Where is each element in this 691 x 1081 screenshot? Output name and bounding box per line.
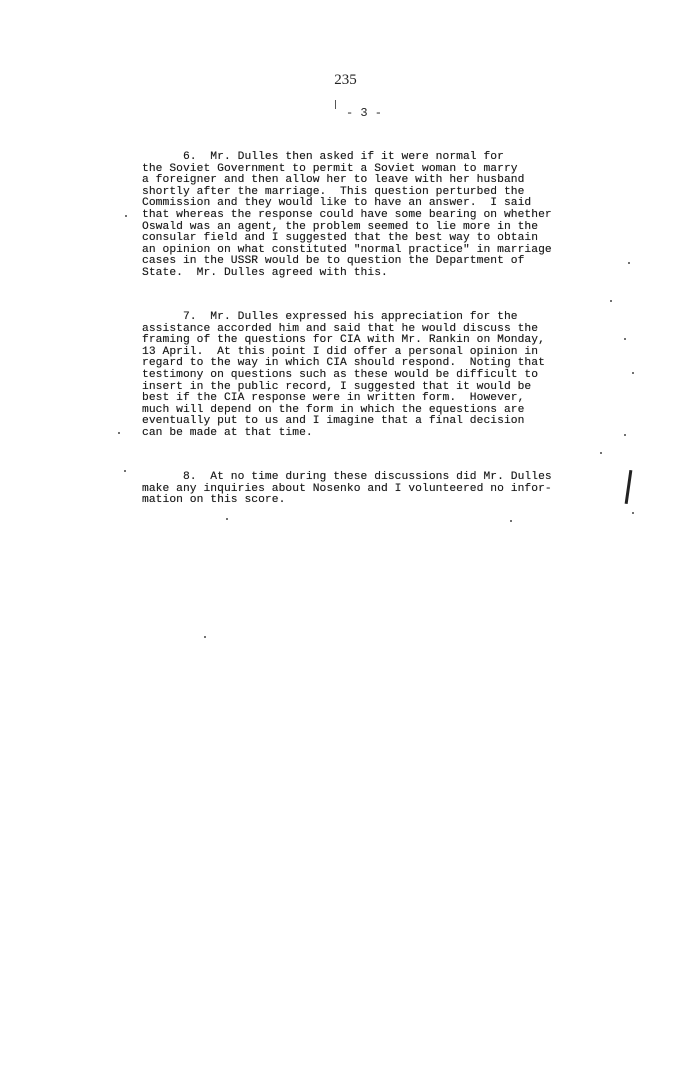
speck — [600, 452, 602, 454]
section-number: - 3 - — [346, 106, 383, 120]
page-number: 235 — [334, 72, 357, 88]
speck — [628, 262, 630, 264]
paragraph-8: 8. At no time during these discussions did Mr. Dulles make any inquiries about Nosenko and I volunteered no infor- mation on this score. — [142, 471, 552, 507]
speck — [624, 434, 626, 436]
speck — [610, 300, 612, 302]
speck — [125, 215, 127, 217]
paragraph-7: 7. Mr. Dulles expressed his appreciation for the assistance accorded him and said that he would discuss the framing of the questions for CIA with Mr. Rankin on Monday, 13 April. At this point I did offer a personal opinion in regard to the way in which CIA should respond. Noting that testimony on questions such as these would be difficult to insert in the public record, I suggested that it would be best if the CIA response were in written form. However, much will depend on the form in which the equestions are eventually put to us and I imagine that a final decision can be made at that time. — [142, 311, 545, 439]
speck — [124, 470, 126, 472]
speck — [204, 636, 206, 638]
speck — [226, 518, 228, 520]
speck — [510, 520, 512, 522]
tick-mark — [335, 100, 336, 109]
speck — [118, 432, 120, 434]
speck — [632, 512, 634, 514]
paragraph-6: 6. Mr. Dulles then asked if it were normal for the Soviet Government to permit a Soviet woman to marry a foreigner and then allow her to leave with her husband shortly after the marriage. This question perturbed the Commission and they would like to have an answer. I said that whereas the response could have some bearing on whether Oswald was an agent, the problem seemed to lie more in the consular field and I suggested that the best way to obtain an opinion on what constituted "normal practice" in marriage cases in the USSR would be to question the Department of State. Mr. Dulles agreed with this. — [142, 151, 552, 279]
speck — [624, 338, 626, 340]
speck — [632, 372, 634, 374]
